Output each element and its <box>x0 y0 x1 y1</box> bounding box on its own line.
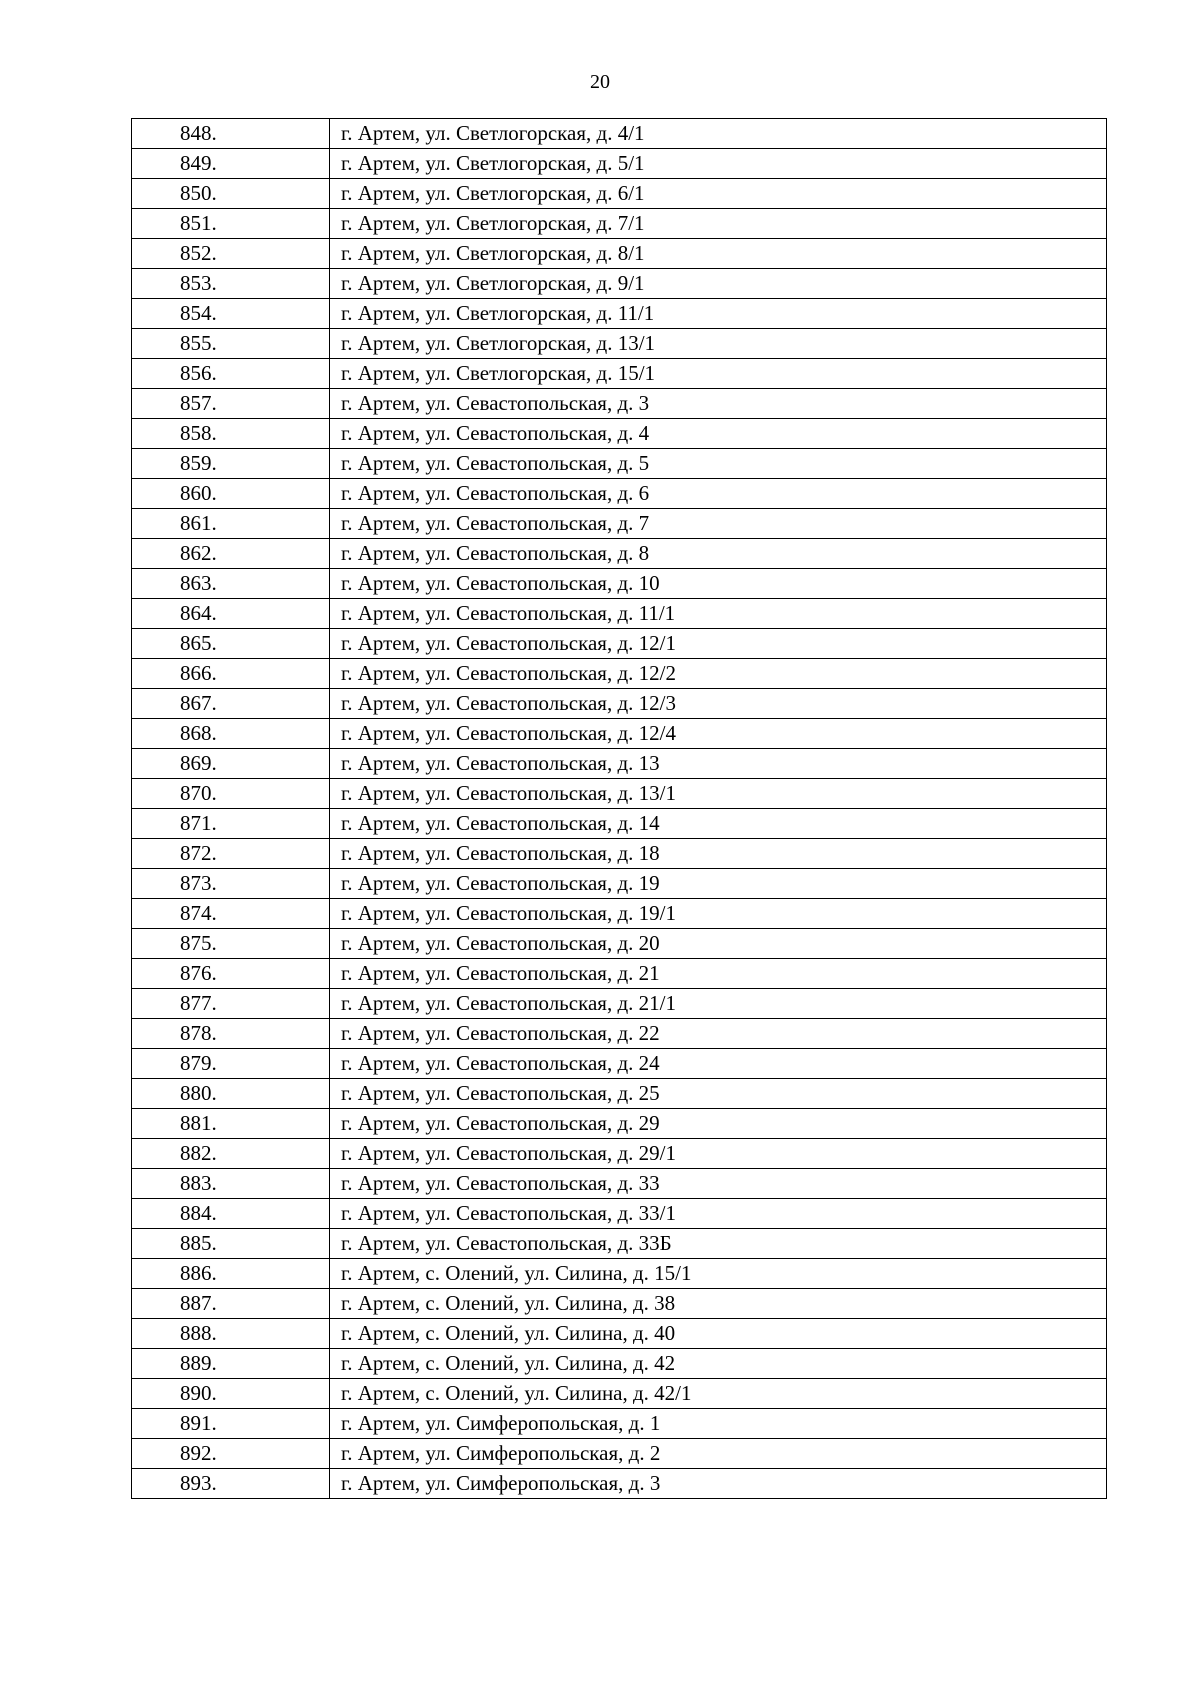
page-number: 20 <box>590 71 610 93</box>
row-number: 867. <box>132 689 330 719</box>
table-row <box>132 389 1107 419</box>
row-address: г. Артем, ул. Светлогорская, д. 9/1 <box>330 269 1107 299</box>
row-number: 890. <box>132 1379 330 1409</box>
table-row <box>132 419 1107 449</box>
table-row <box>132 1169 1107 1199</box>
row-number: 856. <box>132 359 330 389</box>
row-number: 851. <box>132 209 330 239</box>
row-number: 888. <box>132 1319 330 1349</box>
table-row <box>132 1079 1107 1109</box>
table-row <box>132 1379 1107 1409</box>
address-table <box>131 118 1107 1499</box>
row-address: г. Артем, ул. Светлогорская, д. 15/1 <box>330 359 1107 389</box>
table-row <box>132 1439 1107 1469</box>
row-number: 860. <box>132 479 330 509</box>
table-row <box>132 479 1107 509</box>
table-row <box>132 1469 1107 1499</box>
table-row <box>132 569 1107 599</box>
row-number: 870. <box>132 779 330 809</box>
row-number: 874. <box>132 899 330 929</box>
row-address: г. Артем, ул. Севастопольская, д. 5 <box>330 449 1107 479</box>
row-number: 865. <box>132 629 330 659</box>
row-number: 880. <box>132 1079 330 1109</box>
row-number: 859. <box>132 449 330 479</box>
row-number: 868. <box>132 719 330 749</box>
table-row <box>132 1229 1107 1259</box>
table-row <box>132 839 1107 869</box>
row-number: 882. <box>132 1139 330 1169</box>
row-number: 863. <box>132 569 330 599</box>
table-row <box>132 869 1107 899</box>
row-number: 871. <box>132 809 330 839</box>
row-number: 853. <box>132 269 330 299</box>
row-number: 873. <box>132 869 330 899</box>
row-number: 850. <box>132 179 330 209</box>
table-row <box>132 749 1107 779</box>
row-number: 849. <box>132 149 330 179</box>
row-address: г. Артем, ул. Севастопольская, д. 21 <box>330 959 1107 989</box>
row-address: г. Артем, ул. Севастопольская, д. 24 <box>330 1049 1107 1079</box>
table-row <box>132 119 1107 149</box>
row-address: г. Артем, ул. Светлогорская, д. 5/1 <box>330 149 1107 179</box>
row-address: г. Артем, ул. Севастопольская, д. 12/4 <box>330 719 1107 749</box>
row-address: г. Артем, ул. Севастопольская, д. 6 <box>330 479 1107 509</box>
table-row <box>132 689 1107 719</box>
row-address: г. Артем, ул. Севастопольская, д. 13/1 <box>330 779 1107 809</box>
row-number: 861. <box>132 509 330 539</box>
row-number: 893. <box>132 1469 330 1499</box>
row-number: 876. <box>132 959 330 989</box>
table-row <box>132 449 1107 479</box>
table-row <box>132 929 1107 959</box>
row-address: г. Артем, ул. Симферопольская, д. 1 <box>330 1409 1107 1439</box>
row-address: г. Артем, ул. Севастопольская, д. 29 <box>330 1109 1107 1139</box>
row-address: г. Артем, с. Олений, ул. Силина, д. 40 <box>330 1319 1107 1349</box>
row-number: 854. <box>132 299 330 329</box>
table-row <box>132 539 1107 569</box>
row-number: 885. <box>132 1229 330 1259</box>
row-address: г. Артем, ул. Севастопольская, д. 33/1 <box>330 1199 1107 1229</box>
row-number: 879. <box>132 1049 330 1079</box>
table-row <box>132 1109 1107 1139</box>
row-number: 878. <box>132 1019 330 1049</box>
table-row <box>132 599 1107 629</box>
row-address: г. Артем, с. Олений, ул. Силина, д. 38 <box>330 1289 1107 1319</box>
table-row <box>132 1259 1107 1289</box>
table-row <box>132 1139 1107 1169</box>
table-row <box>132 1289 1107 1319</box>
table-row <box>132 299 1107 329</box>
row-number: 883. <box>132 1169 330 1199</box>
row-address: г. Артем, ул. Севастопольская, д. 7 <box>330 509 1107 539</box>
row-number: 864. <box>132 599 330 629</box>
table-row <box>132 779 1107 809</box>
table-row <box>132 1409 1107 1439</box>
table-row <box>132 809 1107 839</box>
row-number: 852. <box>132 239 330 269</box>
row-address: г. Артем, ул. Светлогорская, д. 4/1 <box>330 119 1107 149</box>
row-number: 848. <box>132 119 330 149</box>
row-address: г. Артем, ул. Севастопольская, д. 13 <box>330 749 1107 779</box>
row-number: 886. <box>132 1259 330 1289</box>
table-row <box>132 899 1107 929</box>
table-row <box>132 1319 1107 1349</box>
row-number: 891. <box>132 1409 330 1439</box>
table-row <box>132 959 1107 989</box>
table-row <box>132 1199 1107 1229</box>
row-address: г. Артем, ул. Севастопольская, д. 21/1 <box>330 989 1107 1019</box>
row-number: 892. <box>132 1439 330 1469</box>
row-number: 857. <box>132 389 330 419</box>
row-address: г. Артем, ул. Севастопольская, д. 25 <box>330 1079 1107 1109</box>
row-number: 875. <box>132 929 330 959</box>
row-address: г. Артем, ул. Светлогорская, д. 6/1 <box>330 179 1107 209</box>
row-number: 872. <box>132 839 330 869</box>
row-number: 881. <box>132 1109 330 1139</box>
table-row <box>132 719 1107 749</box>
row-address: г. Артем, ул. Симферопольская, д. 2 <box>330 1439 1107 1469</box>
row-address: г. Артем, ул. Светлогорская, д. 13/1 <box>330 329 1107 359</box>
row-number: 887. <box>132 1289 330 1319</box>
row-address: г. Артем, ул. Севастопольская, д. 33 <box>330 1169 1107 1199</box>
row-address: г. Артем, с. Олений, ул. Силина, д. 42/1 <box>330 1379 1107 1409</box>
row-address: г. Артем, ул. Севастопольская, д. 33Б <box>330 1229 1107 1259</box>
row-address: г. Артем, ул. Севастопольская, д. 14 <box>330 809 1107 839</box>
row-address: г. Артем, ул. Севастопольская, д. 11/1 <box>330 599 1107 629</box>
row-number: 877. <box>132 989 330 1019</box>
table-row <box>132 179 1107 209</box>
table-row <box>132 329 1107 359</box>
row-address: г. Артем, ул. Светлогорская, д. 8/1 <box>330 239 1107 269</box>
table-row <box>132 629 1107 659</box>
row-address: г. Артем, ул. Севастопольская, д. 4 <box>330 419 1107 449</box>
row-address: г. Артем, ул. Светлогорская, д. 11/1 <box>330 299 1107 329</box>
table-row <box>132 209 1107 239</box>
row-number: 862. <box>132 539 330 569</box>
table-row <box>132 149 1107 179</box>
row-address: г. Артем, ул. Севастопольская, д. 19/1 <box>330 899 1107 929</box>
row-address: г. Артем, ул. Севастопольская, д. 12/3 <box>330 689 1107 719</box>
table-row <box>132 989 1107 1019</box>
row-number: 858. <box>132 419 330 449</box>
row-address: г. Артем, ул. Светлогорская, д. 7/1 <box>330 209 1107 239</box>
address-table-body <box>132 119 1107 1499</box>
row-number: 866. <box>132 659 330 689</box>
row-address: г. Артем, ул. Севастопольская, д. 18 <box>330 839 1107 869</box>
row-address: г. Артем, ул. Севастопольская, д. 22 <box>330 1019 1107 1049</box>
row-address: г. Артем, ул. Севастопольская, д. 12/2 <box>330 659 1107 689</box>
row-number: 855. <box>132 329 330 359</box>
table-row <box>132 359 1107 389</box>
table-row <box>132 269 1107 299</box>
row-address: г. Артем, ул. Севастопольская, д. 10 <box>330 569 1107 599</box>
table-row <box>132 659 1107 689</box>
row-address: г. Артем, ул. Севастопольская, д. 20 <box>330 929 1107 959</box>
table-row <box>132 239 1107 269</box>
row-address: г. Артем, ул. Севастопольская, д. 19 <box>330 869 1107 899</box>
table-row <box>132 1349 1107 1379</box>
table-row <box>132 1019 1107 1049</box>
row-number: 869. <box>132 749 330 779</box>
row-address: г. Артем, ул. Симферопольская, д. 3 <box>330 1469 1107 1499</box>
row-address: г. Артем, ул. Севастопольская, д. 3 <box>330 389 1107 419</box>
row-address: г. Артем, с. Олений, ул. Силина, д. 42 <box>330 1349 1107 1379</box>
table-row <box>132 1049 1107 1079</box>
table-row <box>132 509 1107 539</box>
row-number: 889. <box>132 1349 330 1379</box>
row-number: 884. <box>132 1199 330 1229</box>
row-address: г. Артем, ул. Севастопольская, д. 29/1 <box>330 1139 1107 1169</box>
row-address: г. Артем, ул. Севастопольская, д. 8 <box>330 539 1107 569</box>
row-address: г. Артем, с. Олений, ул. Силина, д. 15/1 <box>330 1259 1107 1289</box>
row-address: г. Артем, ул. Севастопольская, д. 12/1 <box>330 629 1107 659</box>
